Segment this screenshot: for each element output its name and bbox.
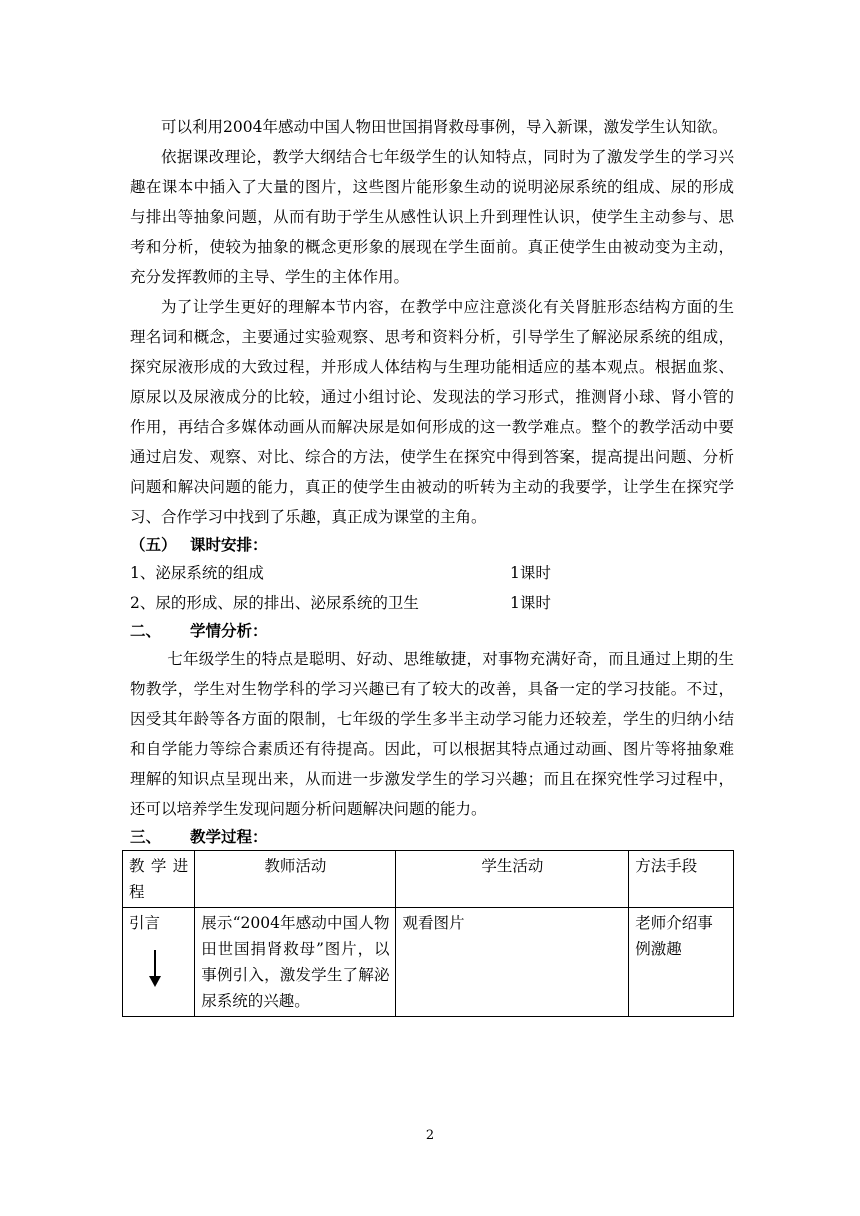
method-paragraph: 为了让学生更好的理解本节内容，在教学中应注意淡化有关肾脏形态结构方面的生理名词和概念，主要通过实验观察、思考和资料分析，引导学生了解泌尿系统的组成，探究尿液形成的大致过程，并形成人体结构与生理功能相适应的基本观点。根据血浆、原尿以及尿液成分的比较，通过小组讨论、发现法的学习形式，推测肾小球、肾小管的作用，再结合多媒体动画从而解决尿是如何形成的这一教学难点。整个的教学活动中要通过启发、观察、对比、综合的方法，使学生在探究中得到答案，提高提出问题、分析问题和解决问题的能力，真正的使学生由被动的听转为主动的我要学，让学生在探究学习、合作学习中找到了乐趣，真正成为课堂的主角。 (130, 298, 734, 526)
process-heading (130, 824, 734, 850)
schedule-item-hours: 1课时 (510, 594, 551, 612)
process-heading-number: 三、 (130, 827, 162, 846)
schedule-heading-title: 课时安排： (190, 535, 268, 554)
header-method: 方法手段 (629, 851, 734, 908)
intro-paragraph: 可以利用2004年感动中国人物田世国捐肾救母事例，导入新课，激发学生认知欲。 (161, 118, 728, 136)
header-student: 学生活动 (396, 851, 629, 908)
table-header-row (123, 851, 734, 908)
method-cell: 老师介绍事例激趣 (629, 908, 734, 1017)
analysis-heading-number: 二、 (130, 621, 162, 640)
schedule-item (130, 558, 734, 588)
analysis-heading-title: 学情分析： (190, 621, 268, 640)
process-heading-title: 教学过程： (190, 827, 268, 846)
page-number: 2 (425, 1128, 435, 1143)
schedule-item-name: 1、泌尿系统的组成 (130, 564, 264, 582)
process-table (122, 850, 734, 1017)
schedule-item-name: 2、尿的形成、尿的排出、泌尿系统的卫生 (130, 594, 419, 612)
schedule-item-hours: 1课时 (510, 564, 551, 582)
schedule-heading (130, 532, 734, 558)
stage-label: 引言 (129, 914, 161, 932)
schedule-item (130, 588, 734, 618)
header-stage: 教学进程 (123, 851, 195, 908)
analysis-heading (130, 618, 734, 644)
stage-cell (123, 908, 195, 1017)
page-content (130, 112, 734, 1017)
teacher-activity-cell: 展示“2004年感动中国人物田世国捐肾救母”图片，以事例引入，激发学生了解泌尿系统的兴趣。 (195, 908, 396, 1017)
table-row (123, 908, 734, 1017)
analysis-paragraph: 七年级学生的特点是聪明、好动、思维敏捷，对事物充满好奇，而且通过上期的生物教学，学生对生物学科的学习兴趣已有了较大的改善，具备一定的学习技能。不过，因受其年龄等各方面的限制，七年级的学生多半主动学习能力还较差，学生的归纳小结和自学能力等综合素质还有待提高。因此，可以根据其特点通过动画、图片等将抽象难理解的知识点呈现出来，从而进一步激发学生的学习兴趣；而且在探究性学习过程中，还可以培养学生发现问题分析问题解决问题的能力。 (130, 650, 734, 818)
arrow-down-icon (145, 948, 165, 988)
student-activity-cell: 观看图片 (396, 908, 629, 1017)
curriculum-paragraph: 依据课改理论，教学大纲结合七年级学生的认知特点，同时为了激发学生的学习兴趣在课本中插入了大量的图片，这些图片能形象生动的说明泌尿系统的组成、尿的形成与排出等抽象问题，从而有助于学生从感性认识上升到理性认识，使学生主动参与、思考和分析，使较为抽象的概念更形象的展现在学生面前。真正使学生由被动变为主动，充分发挥教师的主导、学生的主体作用。 (130, 148, 734, 286)
header-teacher: 教师活动 (195, 851, 396, 908)
schedule-heading-number: （五） (130, 535, 177, 554)
